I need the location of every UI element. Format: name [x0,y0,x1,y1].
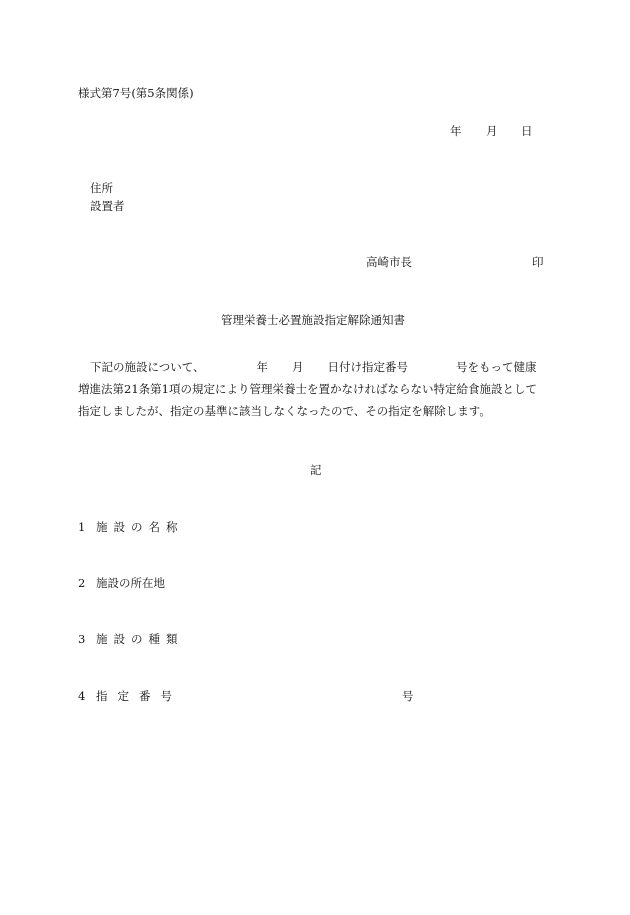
ki-heading: 記 [310,463,322,477]
body-date-ref: 日付け指定番号 [327,360,409,374]
item-label: 施設の種類 [96,632,184,646]
body-number-suffix: 号をもって健康 [456,360,537,374]
item-number: 2 [78,576,86,590]
issuer-title: 高崎市長 [366,255,412,269]
item-number: 4 [78,689,86,703]
addressee-address: 住所 [90,181,113,195]
body-paragraph [78,356,560,422]
document-title: 管理栄養士必置施設指定解除通知書 [221,313,405,327]
date-day: 日 [521,124,533,138]
body-month: 月 [292,360,304,374]
item-suffix: 号 [402,689,414,703]
item-number: 1 [78,520,86,534]
item-label: 指定番号 [96,689,182,703]
item-label: 施設の名称 [96,520,184,534]
item-label: 施設の所在地 [96,576,165,590]
date-year: 年 [450,124,462,138]
item-number: 3 [78,632,86,646]
body-text: 下記の施設について、 [90,360,205,374]
form-code: 様式第7号(第5条関係) [78,86,194,100]
seal-mark: 印 [532,255,544,269]
body-year: 年 [256,360,269,374]
date-month: 月 [486,124,498,138]
body-line-2: 増進法第21条第1項の規定により管理栄養士を置かなければならない特定給食施設として [78,382,537,396]
body-line-3: 指定しましたが、指定の基準に該当しなくなったので、その指定を解除します。 [78,404,491,418]
body-line-1 [78,356,560,378]
addressee-installer: 設置者 [90,199,125,213]
